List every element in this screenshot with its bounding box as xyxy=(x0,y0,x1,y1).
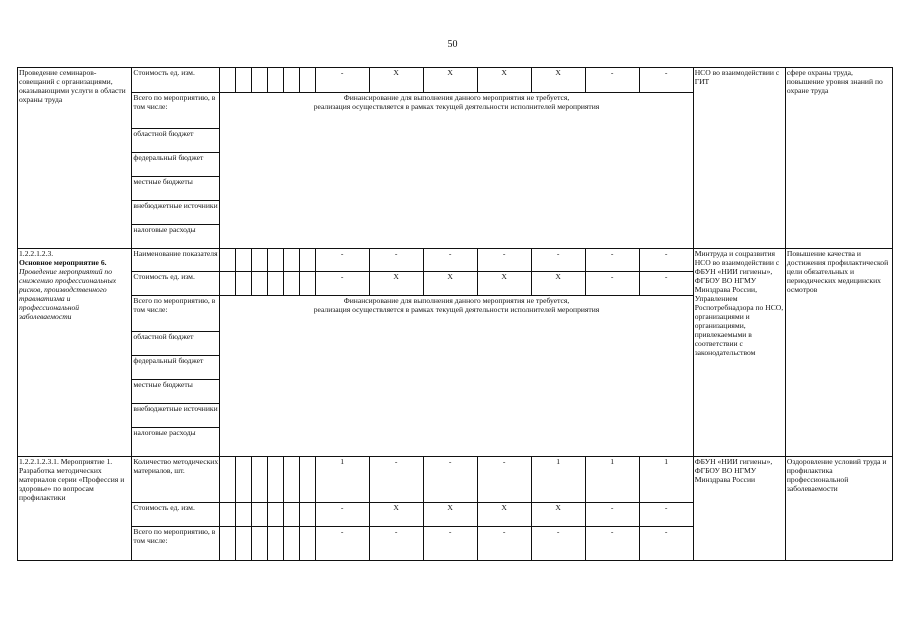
value-cell: - xyxy=(531,527,585,561)
value-cell: - xyxy=(639,272,693,296)
row-label: местные бюджеты xyxy=(132,380,220,404)
table-row xyxy=(18,457,893,503)
value-cell: - xyxy=(585,249,639,272)
value-cell: X xyxy=(423,503,477,527)
value-cell: X xyxy=(477,503,531,527)
value-cell: 1 xyxy=(639,457,693,503)
value-cell: - xyxy=(585,527,639,561)
row-label: областной бюджет xyxy=(132,332,220,356)
value-cell: - xyxy=(315,527,369,561)
row-label: налоговые расходы xyxy=(132,428,220,457)
value-cell: - xyxy=(585,272,639,296)
value-cell: - xyxy=(639,249,693,272)
value-cell: - xyxy=(477,457,531,503)
value-cell: - xyxy=(477,527,531,561)
row-label: внебюджетные источники xyxy=(132,404,220,428)
value-cell: - xyxy=(369,249,423,272)
value-cell: - xyxy=(369,527,423,561)
value-cell: - xyxy=(315,249,369,272)
value-cell: - xyxy=(315,68,369,93)
measure-code: 1.2.2.1.2.3. xyxy=(19,249,54,258)
row-label: областной бюджет xyxy=(132,129,220,153)
value-cell: X xyxy=(477,272,531,296)
value-cell: 1 xyxy=(531,457,585,503)
financing-note-line: реализация осуществляется в рамках текущей деятельности исполнителей мероприятия xyxy=(313,305,600,314)
row-label: Стоимость ед. изм. xyxy=(132,68,220,93)
value-cell: X xyxy=(531,272,585,296)
measures-table xyxy=(17,67,893,561)
value-cell: - xyxy=(585,503,639,527)
row-label: федеральный бюджет xyxy=(132,356,220,380)
result-cell: сфере охраны труда, повышение уровня знаний по охране труда xyxy=(785,68,892,249)
value-cell: X xyxy=(423,272,477,296)
financing-note xyxy=(220,296,693,457)
row-label: Всего по мероприятию, в том числе: xyxy=(132,296,220,332)
value-cell: - xyxy=(315,272,369,296)
row-label: Всего по мероприятию, в том числе: xyxy=(132,527,220,561)
executor-cell: Минтруда и соцразвития НСО во взаимодействии с ФБУН «НИИ гигиены», ФГБОУ ВО НГМУ Минздрава России, Управлением Роспотребнадзора по НСО, организациями и организациями, привлекаемыми в соответствии с законодательством xyxy=(693,249,785,457)
row-label: Стоимость ед. изм. xyxy=(132,503,220,527)
row-label: Наименование показателя xyxy=(132,249,220,272)
measure-name-cell: 1.2.2.1.2.3.1. Мероприятие 1. Разработка методических материалов серии «Профессия и здоровье» по вопросам профилактики xyxy=(18,457,132,561)
executor-cell: НСО во взаимодействии с ГИТ xyxy=(693,68,785,249)
value-cell: - xyxy=(423,249,477,272)
result-cell: Повышение качества и достижения профилактической цели обязательных и периодических медицинских осмотров xyxy=(785,249,892,457)
value-cell: - xyxy=(423,457,477,503)
row-label: Стоимость ед. изм. xyxy=(132,272,220,296)
page-number: 50 xyxy=(447,39,458,50)
value-cell: - xyxy=(639,527,693,561)
value-cell: - xyxy=(315,503,369,527)
measure-description: Проведение мероприятий по снижению профессиональных рисков, производственного травматизма и профессиональной заболеваемости xyxy=(19,267,117,321)
row-label: Количество методических материалов, шт. xyxy=(132,457,220,503)
value-cell: - xyxy=(639,503,693,527)
value-cell: - xyxy=(477,249,531,272)
financing-note-line: Финансирование для выполнения данного мероприятия не требуется, xyxy=(343,93,570,102)
value-cell: X xyxy=(531,68,585,93)
value-cell: X xyxy=(477,68,531,93)
row-label: федеральный бюджет xyxy=(132,153,220,177)
value-cell: - xyxy=(585,68,639,93)
value-cell: 1 xyxy=(585,457,639,503)
result-cell: Оздоровление условий труда и профилактика профессиональной заболеваемости xyxy=(785,457,892,561)
table-row xyxy=(18,68,893,93)
value-cell: X xyxy=(369,272,423,296)
row-label: налоговые расходы xyxy=(132,225,220,249)
row-label: внебюджетные источники xyxy=(132,201,220,225)
measure-title: Основное мероприятие 6. xyxy=(19,258,107,267)
measure-name-cell: Проведение семинаров-совещаний с организациями, оказывающими услуги в области охраны труда xyxy=(18,68,132,249)
financing-note-line: Финансирование для выполнения данного мероприятия не требуется, xyxy=(343,296,570,305)
executor-cell: ФБУН «НИИ гигиены», ФГБОУ ВО НГМУ Минздрава России xyxy=(693,457,785,561)
value-cell: - xyxy=(531,249,585,272)
value-cell: X xyxy=(369,68,423,93)
value-cell: - xyxy=(369,457,423,503)
value-cell: - xyxy=(639,68,693,93)
value-cell: X xyxy=(423,68,477,93)
value-cell: 1 xyxy=(315,457,369,503)
table-row xyxy=(18,249,893,272)
value-cell: X xyxy=(369,503,423,527)
row-label: местные бюджеты xyxy=(132,177,220,201)
value-cell: X xyxy=(531,503,585,527)
financing-note-line: реализация осуществляется в рамках текущей деятельности исполнителей мероприятия xyxy=(313,102,600,111)
measure-name-cell xyxy=(18,249,132,457)
financing-note xyxy=(220,93,693,249)
value-cell: - xyxy=(423,527,477,561)
row-label: Всего по мероприятию, в том числе: xyxy=(132,93,220,129)
